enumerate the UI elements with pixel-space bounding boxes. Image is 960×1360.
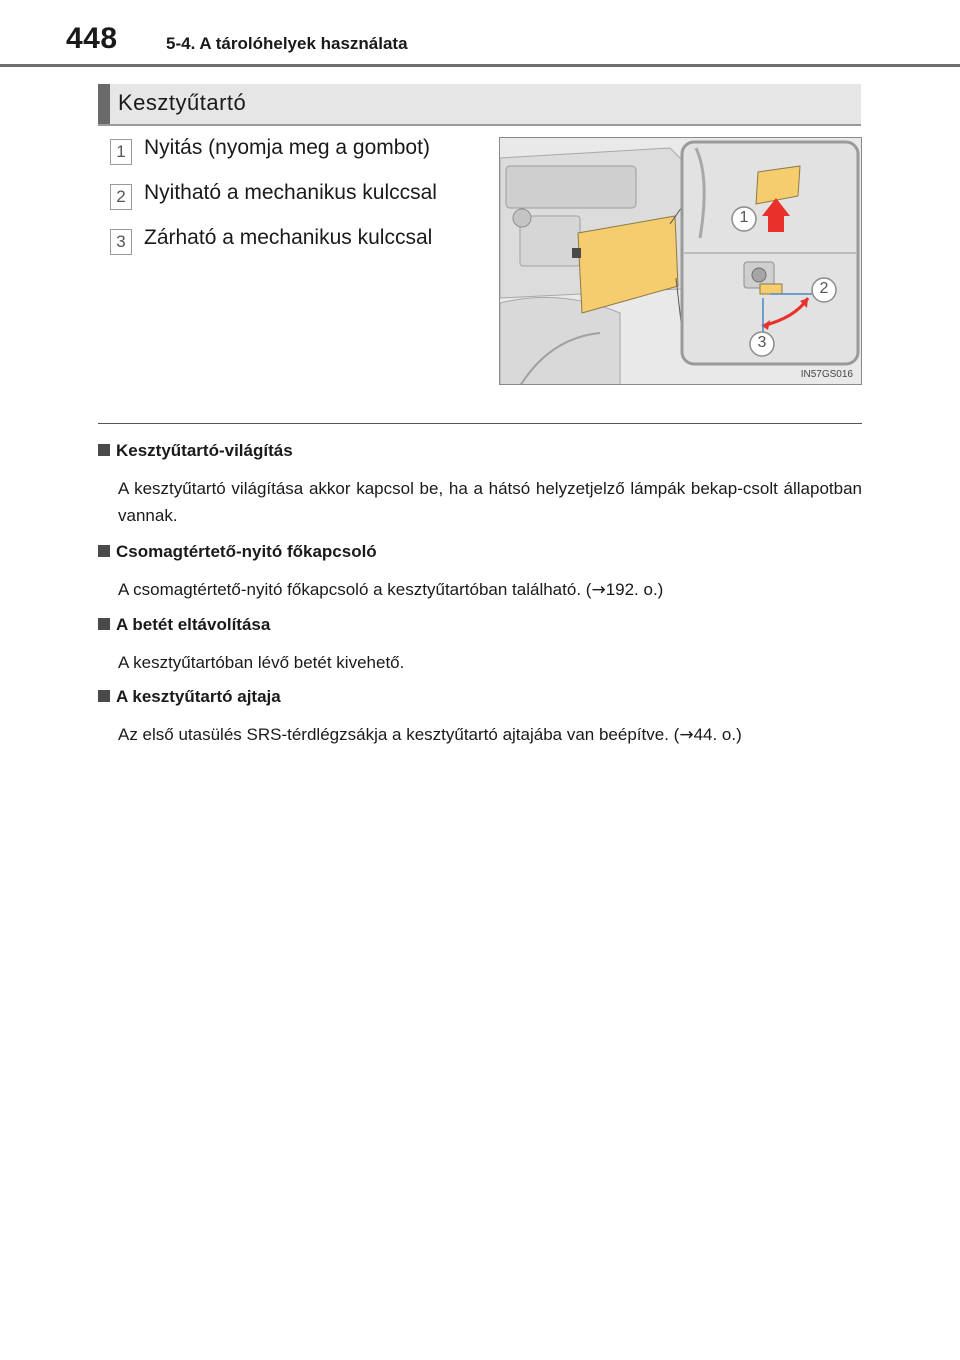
note-heading	[98, 615, 270, 635]
page-reference[interactable]: 44. o.)	[693, 725, 742, 744]
arrow-right-icon: →	[679, 725, 694, 745]
glovebox-illustration	[499, 137, 862, 385]
note-heading	[98, 687, 281, 707]
note-body-text: A csomagtértető-nyitó főkapcsoló a kesztyűtartóban található. (	[118, 580, 592, 599]
section-divider	[98, 423, 862, 424]
note-body: A kesztyűtartó világítása akkor kapcsol be, ha a hátsó helyzetjelző lámpák bekap-csolt állapotban vannak.	[118, 479, 862, 525]
item-number-badge: 3	[110, 229, 132, 255]
page-reference[interactable]: 192. o.)	[605, 580, 664, 599]
bullet-square-icon	[98, 690, 110, 702]
callout-3: 3	[757, 334, 767, 351]
note-heading	[98, 441, 293, 461]
note-heading-text: Kesztyűtartó-világítás	[116, 441, 293, 460]
note-heading	[98, 542, 377, 562]
running-head: 5-4. A tárolóhelyek használata	[166, 34, 408, 53]
figure-code: IN57GS016	[800, 369, 853, 380]
note-heading-text: A betét eltávolítása	[116, 615, 271, 634]
note-heading-text: A kesztyűtartó ajtaja	[116, 687, 281, 706]
item-text: Nyitható a mechanikus kulccsal	[144, 181, 437, 204]
item-text: Zárható a mechanikus kulccsal	[144, 226, 433, 249]
note-heading-text: Csomagtértető-nyitó főkapcsoló	[116, 542, 377, 561]
bullet-square-icon	[98, 444, 110, 456]
dashboard-illustration	[500, 138, 862, 385]
section-title-bar	[98, 84, 861, 124]
bullet-square-icon	[98, 618, 110, 630]
section-title: Kesztyűtartó	[118, 90, 247, 115]
item-number-badge: 1	[110, 139, 132, 165]
header-rule	[0, 64, 960, 67]
note-body	[118, 721, 862, 749]
item-text: Nyitás (nyomja meg a gombot)	[144, 136, 430, 159]
section-marker	[98, 84, 110, 124]
bullet-square-icon	[98, 545, 110, 557]
callout-2: 2	[819, 280, 829, 297]
section-underline	[98, 124, 861, 126]
item-number-badge: 2	[110, 184, 132, 210]
note-body: A kesztyűtartóban lévő betét kivehető.	[118, 653, 405, 672]
note-body-text: Az első utasülés SRS-térdlégzsákja a kesztyűtartó ajtajába van beépítve. (	[118, 725, 680, 744]
note-body	[118, 576, 862, 604]
callout-1: 1	[739, 209, 749, 226]
arrow-right-icon: →	[591, 580, 606, 600]
page-number: 448	[66, 22, 118, 55]
